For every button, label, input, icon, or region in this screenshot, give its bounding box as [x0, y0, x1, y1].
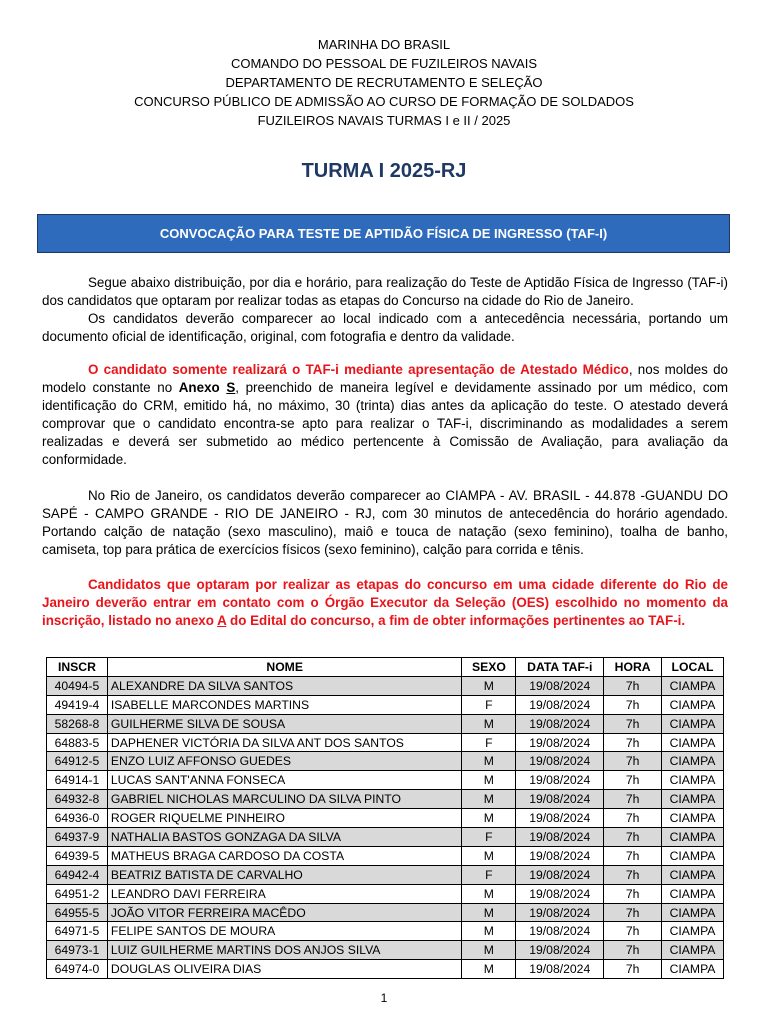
- cell-inscr: 64955-5: [47, 903, 108, 922]
- cell-sex: M: [462, 941, 516, 960]
- cell-location: CIAMPA: [662, 771, 724, 790]
- column-header: SEXO: [462, 658, 516, 677]
- cell-name: ROGER RIQUELME PINHEIRO: [107, 809, 462, 828]
- convocation-banner: CONVOCAÇÃO PARA TESTE DE APTIDÃO FÍSICA DE INGRESSO (TAF-I): [37, 214, 730, 253]
- cell-time: 7h: [604, 695, 662, 714]
- table-row: [47, 695, 724, 714]
- table-row: [47, 676, 724, 695]
- document-header: [0, 35, 768, 130]
- candidates-table: [46, 657, 724, 979]
- cell-sex: M: [462, 676, 516, 695]
- cell-time: 7h: [604, 846, 662, 865]
- table-row: [47, 941, 724, 960]
- page-number: 1: [380, 991, 388, 1005]
- cell-location: CIAMPA: [662, 809, 724, 828]
- page-title: TURMA I 2025-RJ: [301, 160, 467, 182]
- cell-location: CIAMPA: [662, 714, 724, 733]
- cell-name: NATHALIA BASTOS GONZAGA DA SILVA: [107, 828, 462, 847]
- annex-letter: S: [226, 380, 236, 395]
- cell-inscr: 64937-9: [47, 828, 108, 847]
- medical-certificate-section: [42, 361, 728, 469]
- cell-time: 7h: [604, 676, 662, 695]
- medical-certificate-warning: O candidato somente realizará o TAF-i mediante apresentação de Atestado Médico: [88, 362, 629, 377]
- cell-inscr: 64951-2: [47, 884, 108, 903]
- header-line: MARINHA DO BRASIL: [317, 37, 451, 52]
- cell-name: LUIZ GUILHERME MARTINS DOS ANJOS SILVA: [107, 941, 462, 960]
- cell-location: CIAMPA: [662, 865, 724, 884]
- table-row: [47, 865, 724, 884]
- cell-time: 7h: [604, 865, 662, 884]
- cell-date: 19/08/2024: [516, 884, 604, 903]
- intro-section: [42, 274, 728, 346]
- text-span: Candidatos que optaram por realizar as etapas do concurso em uma cidade diferente do Rio de Janeiro deverão entrar em contato com o Órgão Executor da Seleção (OES) escolhido no momento da inscrição, listado no anexo: [42, 577, 728, 628]
- cell-location: CIAMPA: [662, 960, 724, 979]
- text-span: do Edital do concurso, a fim de obter informações pertinentes ao TAF-i.: [226, 613, 686, 628]
- table-row: [47, 960, 724, 979]
- table-row: [47, 922, 724, 941]
- cell-date: 19/08/2024: [516, 865, 604, 884]
- cell-sex: M: [462, 922, 516, 941]
- cell-name: JOÃO VITOR FERREIRA MACÊDO: [107, 903, 462, 922]
- cell-location: CIAMPA: [662, 790, 724, 809]
- cell-sex: M: [462, 960, 516, 979]
- cell-time: 7h: [604, 828, 662, 847]
- cell-name: GABRIEL NICHOLAS MARCULINO DA SILVA PINTO: [107, 790, 462, 809]
- cell-sex: F: [462, 695, 516, 714]
- cell-inscr: 49419-4: [47, 695, 108, 714]
- table-body: [47, 676, 724, 978]
- cell-name: ISABELLE MARCONDES MARTINS: [107, 695, 462, 714]
- cell-time: 7h: [604, 922, 662, 941]
- cell-sex: M: [462, 884, 516, 903]
- table-row: [47, 714, 724, 733]
- table-row: [47, 733, 724, 752]
- cell-sex: M: [462, 809, 516, 828]
- cell-inscr: 64883-5: [47, 733, 108, 752]
- text-span: , preenchido de maneira legível e devidamente assinado por um médico, com identificação do CRM, emitido há, no máximo, 30 (trinta) dias antes da aplicação do teste. O atestado deverá comprovar que o candidato encontra-se apto para realizar o TAF-i, discriminando as modalidades a serem realizadas e deverá ser submetido ao médico pertencente à Comissão de Avaliação, para avaliação da conformidade.: [42, 380, 728, 467]
- column-header: HORA: [604, 658, 662, 677]
- cell-sex: M: [462, 846, 516, 865]
- cell-inscr: 64973-1: [47, 941, 108, 960]
- cell-sex: F: [462, 733, 516, 752]
- cell-time: 7h: [604, 771, 662, 790]
- cell-name: BEATRIZ BATISTA DE CARVALHO: [107, 865, 462, 884]
- paragraph-identification: Os candidatos deverão comparecer ao local indicado com a antecedência necessária, portando um documento oficial de identificação, original, com fotografia e dentro da validade.: [42, 311, 728, 344]
- table-row: [47, 809, 724, 828]
- cell-inscr: 64936-0: [47, 809, 108, 828]
- cell-location: CIAMPA: [662, 846, 724, 865]
- cell-name: DOUGLAS OLIVEIRA DIAS: [107, 960, 462, 979]
- cell-sex: F: [462, 865, 516, 884]
- cell-location: CIAMPA: [662, 752, 724, 771]
- cell-name: LEANDRO DAVI FERREIRA: [107, 884, 462, 903]
- cell-date: 19/08/2024: [516, 752, 604, 771]
- text-span: Anexo: [178, 380, 227, 395]
- cell-location: CIAMPA: [662, 676, 724, 695]
- cell-date: 19/08/2024: [516, 846, 604, 865]
- cell-time: 7h: [604, 790, 662, 809]
- cell-time: 7h: [604, 714, 662, 733]
- cell-date: 19/08/2024: [516, 714, 604, 733]
- cell-inscr: 64974-0: [47, 960, 108, 979]
- header-line: COMANDO DO PESSOAL DE FUZILEIROS NAVAIS: [230, 56, 538, 71]
- other-cities-section: [42, 576, 728, 630]
- cell-inscr: 64912-5: [47, 752, 108, 771]
- cell-date: 19/08/2024: [516, 771, 604, 790]
- cell-time: 7h: [604, 941, 662, 960]
- paragraph-medical-certificate: [42, 361, 728, 469]
- column-header: INSCR: [47, 658, 108, 677]
- cell-date: 19/08/2024: [516, 960, 604, 979]
- table-row: [47, 903, 724, 922]
- cell-date: 19/08/2024: [516, 941, 604, 960]
- cell-time: 7h: [604, 752, 662, 771]
- table-row: [47, 846, 724, 865]
- cell-date: 19/08/2024: [516, 733, 604, 752]
- cell-inscr: 64971-5: [47, 922, 108, 941]
- cell-name: GUILHERME SILVA DE SOUSA: [107, 714, 462, 733]
- paragraph-distribution: Segue abaixo distribuição, por dia e horário, para realização do Teste de Aptidão Física de Ingresso (TAF-i) dos candidatos que optaram por realizar todas as etapas do Concurso na cidade do Rio de Janeiro.: [42, 275, 728, 308]
- cell-date: 19/08/2024: [516, 903, 604, 922]
- paragraph-other-cities: [42, 576, 728, 630]
- annex-reference: [179, 380, 236, 395]
- cell-sex: M: [462, 771, 516, 790]
- cell-inscr: 64939-5: [47, 846, 108, 865]
- cell-inscr: 40494-5: [47, 676, 108, 695]
- column-header: LOCAL: [662, 658, 724, 677]
- column-header: NOME: [107, 658, 462, 677]
- cell-sex: M: [462, 752, 516, 771]
- cell-location: CIAMPA: [662, 941, 724, 960]
- cell-sex: M: [462, 903, 516, 922]
- header-line: CONCURSO PÚBLICO DE ADMISSÃO AO CURSO DE FORMAÇÃO DE SOLDADOS: [134, 94, 634, 109]
- cell-time: 7h: [604, 960, 662, 979]
- table-row: [47, 828, 724, 847]
- location-section: [42, 487, 728, 559]
- cell-inscr: 58268-8: [47, 714, 108, 733]
- cell-time: 7h: [604, 809, 662, 828]
- cell-sex: M: [462, 714, 516, 733]
- cell-date: 19/08/2024: [516, 922, 604, 941]
- cell-sex: M: [462, 790, 516, 809]
- cell-sex: F: [462, 828, 516, 847]
- cell-location: CIAMPA: [662, 695, 724, 714]
- table-row: [47, 771, 724, 790]
- cell-date: 19/08/2024: [516, 676, 604, 695]
- header-line: FUZILEIROS NAVAIS TURMAS I e II / 2025: [257, 113, 511, 128]
- table-row: [47, 884, 724, 903]
- cell-time: 7h: [604, 884, 662, 903]
- paragraph-location: No Rio de Janeiro, os candidatos deverão comparecer ao CIAMPA - AV. BRASIL - 44.878 -GUANDU DO SAPÉ - CAMPO GRANDE - RIO DE JANEIRO - RJ, com 30 minutos de antecedência do horário agendado. Portando calção de natação (sexo masculino), maiô e touca de natação (sexo feminino), toalha de banho, camiseta, top para prática de exercícios físicos (sexo feminino), calção para corrida e tênis.: [42, 488, 728, 557]
- text-span: , nos moldes do modelo constante no: [42, 362, 728, 395]
- cell-name: MATHEUS BRAGA CARDOSO DA COSTA: [107, 846, 462, 865]
- cell-name: ALEXANDRE DA SILVA SANTOS: [107, 676, 462, 695]
- cell-name: DAPHENER VICTÓRIA DA SILVA ANT DOS SANTOS: [107, 733, 462, 752]
- cell-date: 19/08/2024: [516, 695, 604, 714]
- cell-location: CIAMPA: [662, 922, 724, 941]
- cell-name: ENZO LUIZ AFFONSO GUEDES: [107, 752, 462, 771]
- cell-time: 7h: [604, 733, 662, 752]
- column-header: DATA TAF-i: [516, 658, 604, 677]
- header-line: DEPARTAMENTO DE RECRUTAMENTO E SELEÇÃO: [225, 75, 543, 90]
- cell-inscr: 64914-1: [47, 771, 108, 790]
- table-row: [47, 790, 724, 809]
- table-row: [47, 752, 724, 771]
- cell-inscr: 64932-8: [47, 790, 108, 809]
- cell-date: 19/08/2024: [516, 790, 604, 809]
- cell-location: CIAMPA: [662, 733, 724, 752]
- cell-inscr: 64942-4: [47, 865, 108, 884]
- cell-name: FELIPE SANTOS DE MOURA: [107, 922, 462, 941]
- cell-location: CIAMPA: [662, 828, 724, 847]
- cell-location: CIAMPA: [662, 884, 724, 903]
- cell-time: 7h: [604, 903, 662, 922]
- annex-letter: A: [217, 613, 227, 628]
- cell-location: CIAMPA: [662, 903, 724, 922]
- cell-name: LUCAS SANT'ANNA FONSECA: [107, 771, 462, 790]
- table-header-row: [47, 658, 724, 677]
- cell-date: 19/08/2024: [516, 828, 604, 847]
- cell-date: 19/08/2024: [516, 809, 604, 828]
